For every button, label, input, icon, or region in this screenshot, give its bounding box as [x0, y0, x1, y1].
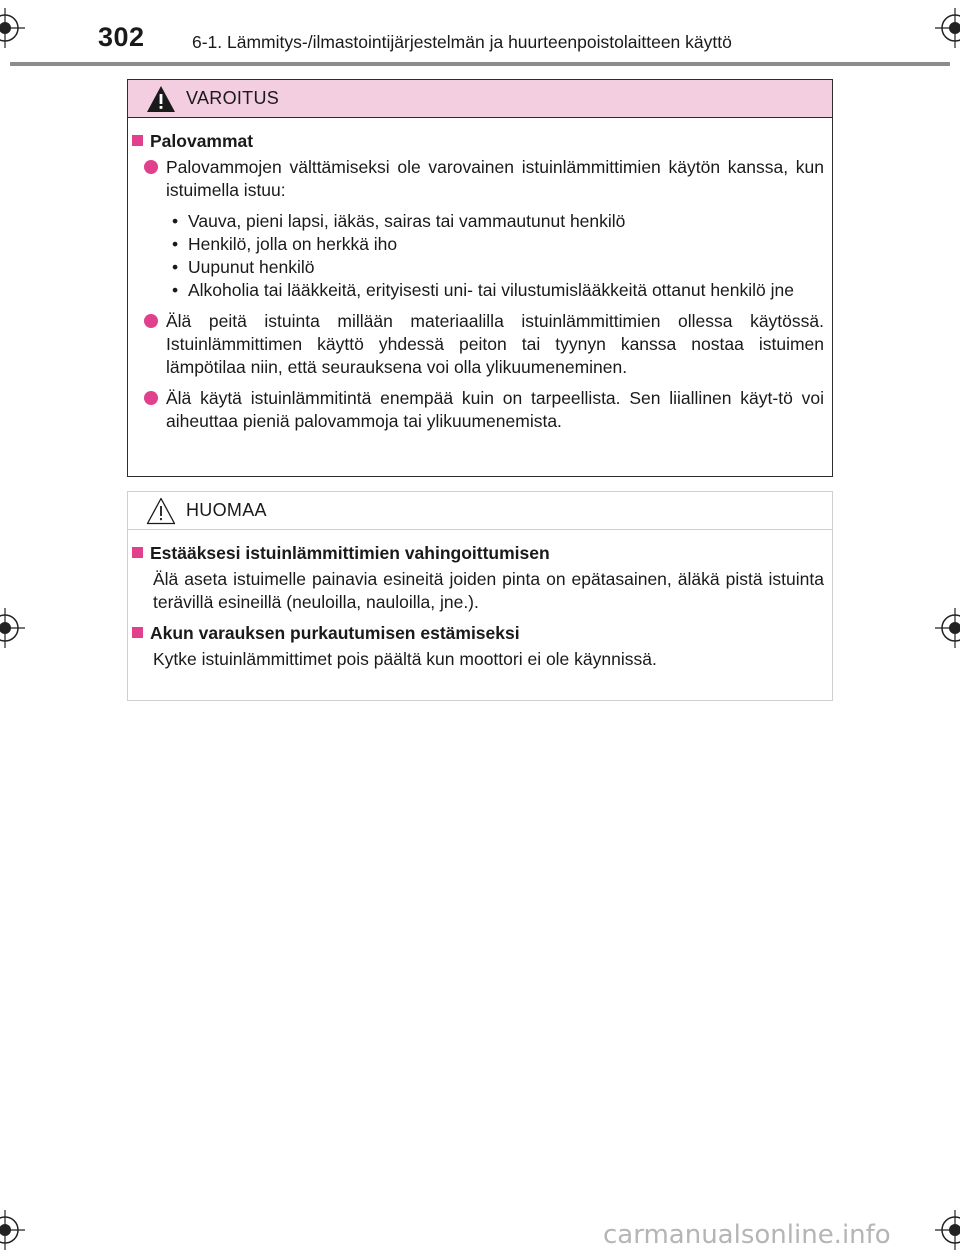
list-item: • Uupunut henkilö: [172, 257, 315, 277]
warning-header: [128, 80, 832, 118]
circle-bullet-icon: [144, 391, 158, 405]
warning-bullet-list: [172, 210, 824, 302]
warning-heading-text: Palovammat: [150, 131, 254, 151]
warning-paragraph-1: [132, 156, 824, 202]
warning-paragraph-1-text: Palovammojen välttämiseksi ole varovainen istuinlämmittimien käytön kanssa, kun istuimella istuu:: [166, 157, 824, 200]
registration-mark-mid-right-icon: [935, 608, 960, 648]
list-item: • Vauva, pieni lapsi, iäkäs, sairas tai vammautunut henkilö: [172, 211, 626, 231]
registration-mark-top-right-icon: [935, 8, 960, 48]
warning-paragraph-2: [132, 310, 824, 379]
notice-text-2: Kytke istuinlämmittimet pois päältä kun moottori ei ole käynnissä.: [153, 649, 657, 669]
registration-mark-bottom-right-icon: [935, 1210, 960, 1250]
notice-box: [127, 491, 833, 701]
list-item: • Alkoholia tai lääkkeitä, erityisesti uni- tai vilustumislääkkeitä ottanut henkilö jne: [172, 280, 794, 300]
circle-bullet-icon: [144, 160, 158, 174]
list-item: • Henkilö, jolla on herkkä iho: [172, 234, 398, 254]
watermark: carmanualsonline.info: [603, 1220, 891, 1250]
header-rule: [10, 62, 950, 66]
notice-heading-2-text: Akun varauksen purkautumisen estämiseksi: [150, 623, 520, 643]
warning-body: [128, 118, 832, 433]
warning-heading: [132, 130, 824, 153]
warning-title: VAROITUS: [186, 88, 280, 108]
notice-heading-1-text: Estääksesi istuinlämmittimien vahingoittumisen: [150, 543, 550, 563]
notice-heading-1: [132, 542, 824, 565]
warning-box: [127, 79, 833, 477]
notice-text-1: Älä aseta istuimelle painavia esineitä joiden pinta on epätasainen, äläkä pistä istuinta terävillä esineillä (neuloilla, nauloilla, jne.).: [153, 569, 824, 612]
registration-mark-mid-left-icon: [0, 608, 25, 648]
section-title: 6-1. Lämmitys-/ilmastointijärjestelmän ja huurteenpoistolaitteen käyttö: [192, 32, 732, 52]
warning-triangle-icon: [146, 85, 176, 113]
notice-header: [128, 492, 832, 530]
notice-body: [128, 530, 832, 671]
registration-mark-top-left-icon: [0, 8, 25, 48]
square-marker-icon: [132, 547, 143, 558]
warning-paragraph-3-text: Älä käytä istuinlämmitintä enempää kuin on tarpeellista. Sen liiallinen käyt-tö voi aiheuttaa pieniä palovammoja tai ylikuumenemista.: [166, 388, 824, 431]
notice-heading-2: [132, 622, 824, 645]
circle-bullet-icon: [144, 314, 158, 328]
warning-paragraph-2-text: Älä peitä istuinta millään materiaalilla istuinlämmittimien ollessa käytössä. Istuinlämmittimen käyttö yhdessä peiton tai tyynyn kanssa nostaa istuimen lämpötilaa niin, että seurauksena voi olla ylikuumeneminen.: [166, 311, 824, 377]
notice-title: HUOMAA: [186, 500, 267, 520]
caution-triangle-icon: [146, 497, 176, 525]
warning-paragraph-3: [132, 387, 824, 433]
square-marker-icon: [132, 135, 143, 146]
square-marker-icon: [132, 627, 143, 638]
page-number: 302: [98, 22, 145, 52]
registration-mark-bottom-left-icon: [0, 1210, 25, 1250]
